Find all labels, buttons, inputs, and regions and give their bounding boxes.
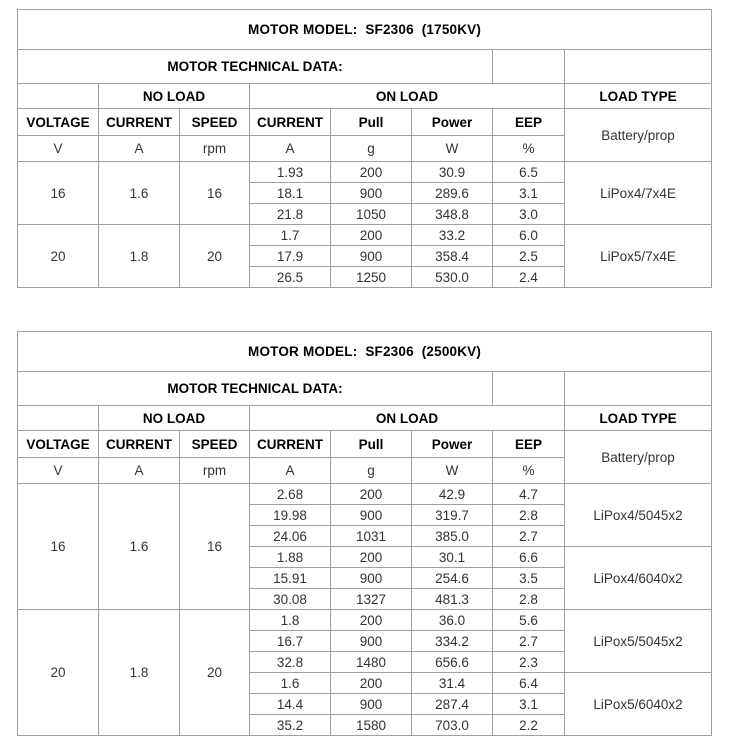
pull-cell: 900: [331, 183, 412, 204]
motor-model-label: MOTOR MODEL:: [248, 22, 358, 37]
motor-spec-table-1750kv: [17, 9, 712, 288]
load-current-cell: 16.7: [250, 631, 331, 652]
power-cell: 30.9: [412, 162, 493, 183]
load-current-cell: 1.7: [250, 225, 331, 246]
load-current-cell: 18.1: [250, 183, 331, 204]
no-load-current-cell: 1.6: [99, 162, 180, 225]
load-current-cell: 21.8: [250, 204, 331, 225]
eep-cell: 6.4: [493, 673, 565, 694]
pull-cell: 200: [331, 225, 412, 246]
eep-cell: 3.0: [493, 204, 565, 225]
motor-model-title: [18, 10, 712, 50]
eep-cell: 2.4: [493, 267, 565, 288]
pull-cell: 200: [331, 547, 412, 568]
power-cell: 42.9: [412, 484, 493, 505]
unit-voltage: V: [18, 458, 99, 484]
load-current-cell: 1.6: [250, 673, 331, 694]
motor-spec-table-2500kv: [17, 331, 712, 736]
unit-power: W: [412, 458, 493, 484]
load-current-cell: 30.08: [250, 589, 331, 610]
column-header-speed: SPEED: [180, 431, 250, 458]
eep-cell: 6.5: [493, 162, 565, 183]
unit-current: A: [99, 458, 180, 484]
eep-cell: 3.1: [493, 183, 565, 204]
load-current-cell: 32.8: [250, 652, 331, 673]
eep-cell: 2.2: [493, 715, 565, 736]
pull-cell: 1580: [331, 715, 412, 736]
power-cell: 334.2: [412, 631, 493, 652]
speed-cell: 16: [180, 162, 250, 225]
power-cell: 33.2: [412, 225, 493, 246]
unit-pull: g: [331, 458, 412, 484]
power-cell: 36.0: [412, 610, 493, 631]
technical-data-label: MOTOR TECHNICAL DATA:: [18, 372, 493, 406]
pull-cell: 900: [331, 246, 412, 267]
empty-cell: [493, 372, 565, 406]
power-cell: 530.0: [412, 267, 493, 288]
load-type-cell: LiPox5/7x4E: [565, 225, 712, 288]
speed-cell: 16: [180, 484, 250, 610]
column-header-load-current: CURRENT: [250, 431, 331, 458]
pull-cell: 1327: [331, 589, 412, 610]
power-cell: 348.8: [412, 204, 493, 225]
motor-kv: (2500KV): [421, 344, 482, 359]
load-current-cell: 14.4: [250, 694, 331, 715]
pull-cell: 900: [331, 568, 412, 589]
pull-cell: 1050: [331, 204, 412, 225]
eep-cell: 2.7: [493, 631, 565, 652]
column-header-pull: Pull: [331, 431, 412, 458]
eep-cell: 3.1: [493, 694, 565, 715]
no-load-header: NO LOAD: [99, 84, 250, 109]
column-header-eep: EEP: [493, 109, 565, 136]
eep-cell: 4.7: [493, 484, 565, 505]
eep-cell: 2.3: [493, 652, 565, 673]
column-header-power: Power: [412, 431, 493, 458]
eep-cell: 2.7: [493, 526, 565, 547]
load-current-cell: 17.9: [250, 246, 331, 267]
voltage-cell: 16: [18, 162, 99, 225]
pull-cell: 200: [331, 610, 412, 631]
pull-cell: 900: [331, 694, 412, 715]
power-cell: 287.4: [412, 694, 493, 715]
table-row: [18, 610, 712, 631]
unit-speed: rpm: [180, 458, 250, 484]
unit-speed: rpm: [180, 136, 250, 162]
on-load-header: ON LOAD: [250, 84, 565, 109]
unit-power: W: [412, 136, 493, 162]
load-type-cell: LiPox4/7x4E: [565, 162, 712, 225]
load-current-cell: 1.8: [250, 610, 331, 631]
column-header-current: CURRENT: [99, 109, 180, 136]
power-cell: 319.7: [412, 505, 493, 526]
unit-eep: %: [493, 458, 565, 484]
eep-cell: 6.6: [493, 547, 565, 568]
empty-cell: [18, 84, 99, 109]
load-current-cell: 35.2: [250, 715, 331, 736]
motor-model-value: SF2306: [365, 22, 414, 37]
table-row: [18, 162, 712, 183]
eep-cell: 6.0: [493, 225, 565, 246]
unit-pull: g: [331, 136, 412, 162]
power-cell: 254.6: [412, 568, 493, 589]
load-type-cell: LiPox5/5045x2: [565, 610, 712, 673]
load-type-subheader: Battery/prop: [565, 431, 712, 484]
column-header-current: CURRENT: [99, 431, 180, 458]
empty-cell: [493, 50, 565, 84]
speed-cell: 20: [180, 225, 250, 288]
power-cell: 481.3: [412, 589, 493, 610]
table-row: [18, 484, 712, 505]
no-load-header: NO LOAD: [99, 406, 250, 431]
load-type-cell: LiPox5/6040x2: [565, 673, 712, 736]
power-cell: 656.6: [412, 652, 493, 673]
table-row: [18, 225, 712, 246]
load-current-cell: 24.06: [250, 526, 331, 547]
motor-model-label: MOTOR MODEL:: [248, 344, 358, 359]
no-load-current-cell: 1.8: [99, 225, 180, 288]
load-current-cell: 1.88: [250, 547, 331, 568]
eep-cell: 2.8: [493, 589, 565, 610]
empty-cell: [565, 372, 712, 406]
voltage-cell: 16: [18, 484, 99, 610]
technical-data-label: MOTOR TECHNICAL DATA:: [18, 50, 493, 84]
motor-kv: (1750KV): [421, 22, 482, 37]
unit-load-current: A: [250, 458, 331, 484]
load-type-cell: LiPox4/5045x2: [565, 484, 712, 547]
power-cell: 385.0: [412, 526, 493, 547]
unit-current: A: [99, 136, 180, 162]
eep-cell: 2.8: [493, 505, 565, 526]
column-header-speed: SPEED: [180, 109, 250, 136]
load-current-cell: 26.5: [250, 267, 331, 288]
pull-cell: 200: [331, 162, 412, 183]
no-load-current-cell: 1.6: [99, 484, 180, 610]
power-cell: 358.4: [412, 246, 493, 267]
empty-cell: [18, 406, 99, 431]
pull-cell: 900: [331, 505, 412, 526]
power-cell: 31.4: [412, 673, 493, 694]
power-cell: 30.1: [412, 547, 493, 568]
load-type-header: LOAD TYPE: [565, 406, 712, 431]
unit-load-current: A: [250, 136, 331, 162]
voltage-cell: 20: [18, 225, 99, 288]
column-header-power: Power: [412, 109, 493, 136]
eep-cell: 5.6: [493, 610, 565, 631]
motor-model-value: SF2306: [365, 344, 414, 359]
on-load-header: ON LOAD: [250, 406, 565, 431]
column-header-load-current: CURRENT: [250, 109, 331, 136]
load-type-subheader: Battery/prop: [565, 109, 712, 162]
load-type-cell: LiPox4/6040x2: [565, 547, 712, 610]
pull-cell: 1250: [331, 267, 412, 288]
pull-cell: 200: [331, 673, 412, 694]
load-current-cell: 1.93: [250, 162, 331, 183]
eep-cell: 3.5: [493, 568, 565, 589]
pull-cell: 1480: [331, 652, 412, 673]
pull-cell: 1031: [331, 526, 412, 547]
no-load-current-cell: 1.8: [99, 610, 180, 736]
unit-voltage: V: [18, 136, 99, 162]
speed-cell: 20: [180, 610, 250, 736]
unit-eep: %: [493, 136, 565, 162]
column-header-voltage: VOLTAGE: [18, 431, 99, 458]
empty-cell: [565, 50, 712, 84]
power-cell: 289.6: [412, 183, 493, 204]
load-current-cell: 15.91: [250, 568, 331, 589]
column-header-pull: Pull: [331, 109, 412, 136]
motor-model-title: [18, 332, 712, 372]
load-current-cell: 19.98: [250, 505, 331, 526]
load-current-cell: 2.68: [250, 484, 331, 505]
load-type-header: LOAD TYPE: [565, 84, 712, 109]
power-cell: 703.0: [412, 715, 493, 736]
pull-cell: 200: [331, 484, 412, 505]
column-header-eep: EEP: [493, 431, 565, 458]
voltage-cell: 20: [18, 610, 99, 736]
eep-cell: 2.5: [493, 246, 565, 267]
pull-cell: 900: [331, 631, 412, 652]
column-header-voltage: VOLTAGE: [18, 109, 99, 136]
